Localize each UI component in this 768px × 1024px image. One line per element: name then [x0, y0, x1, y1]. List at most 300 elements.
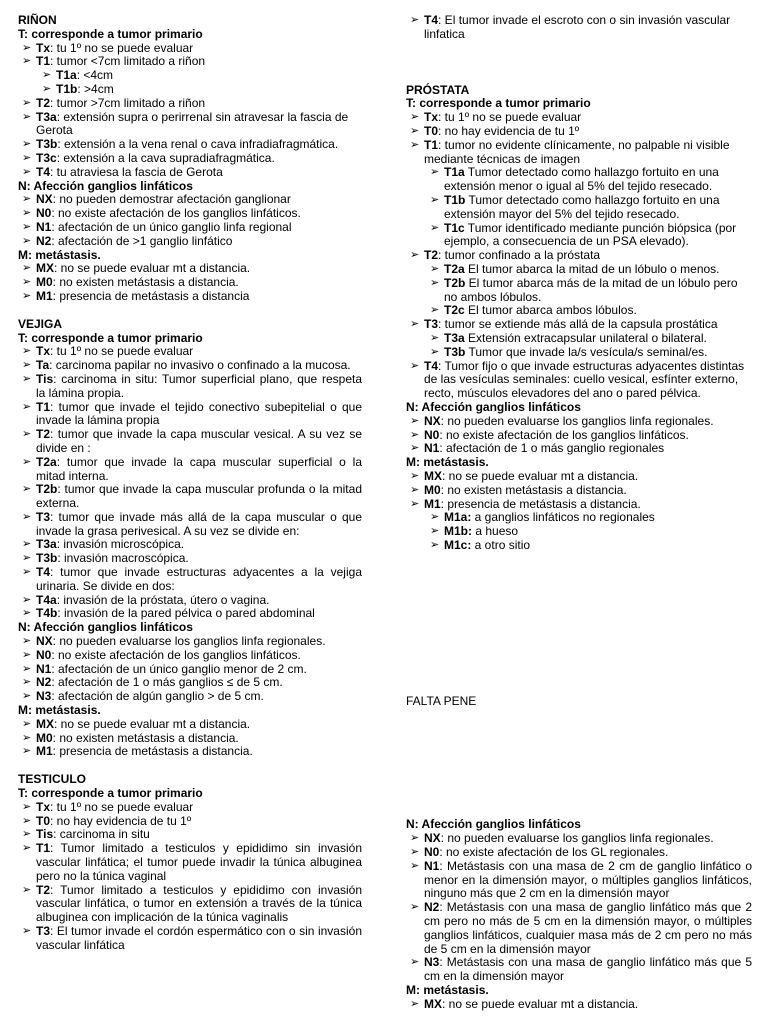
stage-description: Extensión extracapsular unilateral o bilateral. — [464, 330, 707, 345]
arrow-bullet-icon: ➢ — [22, 925, 32, 937]
arrow-bullet-icon: ➢ — [22, 428, 32, 441]
stage-code: T2c — [444, 303, 465, 318]
stage-description: : Metástasis con una masa de 2 cm de ganglio linfático o menor en la dimensión mayor, o múltiples ganglios linfáticos, ninguno más que 2 cm en la dimensión mayor — [424, 858, 752, 901]
list-item-t1 — [406, 139, 752, 167]
list-item-t1 — [18, 401, 362, 429]
stage-code: Tx — [36, 40, 51, 55]
category-heading: M: metástasis. — [18, 247, 101, 262]
list-item-n2 — [18, 235, 362, 249]
arrow-bullet-icon: ➢ — [22, 552, 32, 565]
list-item-mx — [406, 998, 752, 1012]
stage-description: : tumor <7cm limitado a riñon — [50, 54, 206, 69]
arrow-bullet-icon: ➢ — [22, 455, 32, 468]
stage-code: Tis — [36, 827, 54, 842]
arrow-bullet-icon: ➢ — [410, 124, 420, 137]
stage-description: : no existe afectación de los ganglios linfáticos. — [51, 206, 301, 221]
stage-description: : carcinoma in situ: Tumor superficial plano, que respeta la lámina propia. — [36, 371, 362, 400]
stage-code: M1b: — [444, 524, 472, 539]
stage-code: T2 — [36, 95, 51, 110]
arrow-bullet-icon: ➢ — [430, 345, 440, 358]
stage-description: : no se puede evaluar mt a distancia. — [442, 468, 639, 483]
stage-code: T1b — [444, 192, 466, 207]
arrow-bullet-icon: ➢ — [410, 469, 420, 482]
list-item-t4 — [18, 566, 362, 594]
stage-description: : tumor que invade el tejido conectivo subepitelial o que invade la lámina propia — [36, 399, 362, 428]
stage-code: T2 — [424, 248, 439, 263]
list-item-n1 — [18, 663, 362, 677]
arrow-bullet-icon: ➢ — [22, 648, 32, 661]
arrow-bullet-icon: ➢ — [22, 41, 32, 54]
stage-code: T4 — [424, 13, 439, 27]
stage-code: MX — [36, 716, 54, 731]
stage-code: M1 — [36, 744, 53, 759]
blank-space — [406, 708, 752, 818]
stage-code: T1 — [36, 54, 51, 69]
arrow-bullet-icon: ➢ — [22, 359, 32, 372]
stage-description: : <4cm — [76, 68, 114, 83]
list-item-m0 — [18, 276, 362, 290]
arrow-bullet-icon: ➢ — [430, 276, 440, 289]
list-item-t2 — [18, 428, 362, 456]
sub-list-item-t3a — [426, 332, 752, 346]
stage-description: : afectación de un único ganglio linfa regional — [51, 219, 292, 234]
stage-code: T3b — [36, 137, 58, 152]
section-gap — [18, 759, 362, 773]
stage-description: El tumor abarca más de la mitad de un lóbulo pero no ambos lóbulos. — [444, 275, 738, 304]
stage-description: : tumor que invade la capa muscular profunda o la mitad externa. — [36, 482, 362, 511]
list-item-tx — [18, 801, 362, 815]
sub-list-item-m1a — [426, 511, 752, 525]
arrow-bullet-icon: ➢ — [22, 483, 32, 496]
stage-description: : tu 1º no se puede evaluar — [50, 344, 194, 359]
arrow-bullet-icon: ➢ — [410, 359, 420, 372]
stage-code: T3c — [36, 150, 57, 165]
stage-description: El tumor abarca ambos lóbulos. — [464, 303, 637, 318]
list-item-m0 — [406, 484, 752, 498]
stage-code: M1 — [36, 288, 53, 303]
list-item-tis — [18, 373, 362, 401]
list-item-tx — [18, 345, 362, 359]
stage-code: N2 — [36, 233, 52, 248]
arrow-bullet-icon: ➢ — [22, 372, 32, 385]
note-text: FALTA PENE — [406, 693, 477, 708]
stage-description: : no se puede evaluar mt a distancia. — [442, 996, 639, 1011]
arrow-bullet-icon: ➢ — [22, 842, 32, 855]
arrow-bullet-icon: ➢ — [22, 110, 32, 123]
list-item-t4b — [18, 607, 362, 621]
stage-code: Ta — [36, 358, 50, 373]
arrow-bullet-icon: ➢ — [22, 731, 32, 744]
arrow-bullet-icon: ➢ — [410, 138, 420, 151]
stage-code: M0 — [424, 482, 441, 497]
stage-description: : afectación de un único ganglio menor de 2 cm. — [51, 661, 307, 676]
arrow-bullet-icon: ➢ — [410, 442, 420, 455]
category-heading: N: Afección ganglios linfáticos — [18, 620, 193, 635]
stage-code: T3 — [424, 317, 439, 332]
arrow-bullet-icon: ➢ — [430, 166, 440, 179]
list-item-nx — [18, 193, 362, 207]
list-item-nx — [406, 415, 752, 429]
category-heading: M: metástasis. — [406, 455, 489, 470]
arrow-bullet-icon: ➢ — [22, 690, 32, 703]
list-item-t1 — [18, 55, 362, 69]
right-column — [406, 14, 752, 1012]
list-item-t3a — [18, 111, 362, 139]
stage-description: : afectación de 1 o más ganglio regionales — [439, 441, 665, 456]
stage-code: T0 — [36, 813, 51, 828]
stage-code: N1 — [36, 661, 52, 676]
category-heading: T: corresponde a tumor primario — [406, 96, 591, 111]
stage-code: T2a — [36, 454, 57, 469]
stage-description: : tumor confinado a la próstata — [438, 248, 601, 263]
stage-description: : no se puede evaluar mt a distancia. — [54, 261, 251, 276]
stage-description: a hueso — [472, 524, 519, 539]
arrow-bullet-icon: ➢ — [22, 662, 32, 675]
list-item-t4 — [18, 166, 362, 180]
list-item-m1 — [406, 498, 752, 512]
arrow-bullet-icon: ➢ — [430, 262, 440, 275]
sub-list-item-t1c — [426, 222, 752, 250]
list-item-t3 — [406, 318, 752, 332]
stage-code: N1 — [424, 858, 440, 873]
list-item-n2 — [18, 676, 362, 690]
arrow-bullet-icon: ➢ — [22, 400, 32, 413]
section-title-pr-stata: PRÓSTATA — [406, 82, 470, 97]
stage-description: : invasión macroscópica. — [57, 551, 189, 566]
stage-description: : presencia de metástasis a distancia — [52, 288, 250, 303]
stage-code: T4b — [36, 606, 58, 621]
arrow-bullet-icon: ➢ — [430, 511, 440, 524]
stage-code: T1 — [36, 841, 51, 856]
list-item-t1 — [18, 842, 362, 883]
stage-description: : Tumor limitado a testiculos y epididimo sin invasión vascular linfática; el tumor puede invadir la túnica albuginea pero no la túnica vaginal — [36, 841, 362, 883]
stage-code: T4 — [36, 164, 51, 179]
sub-list-item-t1a — [38, 69, 362, 83]
stage-description: : El tumor invade el escroto con o sin invasión vascular linfatica — [424, 13, 731, 41]
arrow-bullet-icon: ➢ — [22, 276, 32, 289]
stage-description: : invasión microscópica. — [56, 537, 185, 552]
stage-description: : extensión a la vena renal o cava infradiafragmática. — [57, 137, 339, 152]
category-heading: N: Afección ganglios linfáticos — [406, 399, 581, 414]
list-item-mx — [18, 718, 362, 732]
stage-code: N0 — [424, 427, 440, 442]
arrow-bullet-icon: ➢ — [22, 193, 32, 206]
list-item-n1 — [406, 860, 752, 901]
arrow-bullet-icon: ➢ — [22, 55, 32, 68]
stage-code: T1b — [56, 81, 78, 96]
arrow-bullet-icon: ➢ — [410, 428, 420, 441]
arrow-bullet-icon: ➢ — [22, 138, 32, 151]
arrow-bullet-icon: ➢ — [410, 997, 420, 1010]
list-item-mx — [406, 470, 752, 484]
stage-code: T2 — [36, 427, 51, 442]
list-item-n0 — [18, 207, 362, 221]
arrow-bullet-icon: ➢ — [430, 221, 440, 234]
stage-description: El tumor abarca la mitad de un lóbulo o menos. — [464, 261, 720, 276]
arrow-bullet-icon: ➢ — [22, 800, 32, 813]
stage-code: N2 — [424, 900, 440, 915]
list-item-t0 — [406, 125, 752, 139]
arrow-bullet-icon: ➢ — [22, 207, 32, 220]
list-item-t2 — [18, 97, 362, 111]
list-item-t2b — [18, 483, 362, 511]
stage-code: T1c — [444, 220, 465, 235]
arrow-bullet-icon: ➢ — [430, 331, 440, 344]
stage-code: N0 — [424, 845, 440, 860]
stage-description: : invasión de la pared pélvica o pared abdominal — [57, 606, 315, 621]
list-item-t3 — [18, 925, 362, 953]
list-item-t3b — [18, 552, 362, 566]
stage-code: N1 — [424, 441, 440, 456]
stage-code: Tx — [36, 799, 51, 814]
sub-list-item-t1b — [426, 194, 752, 222]
stage-description: : tu 1º no se puede evaluar — [50, 40, 194, 55]
category-heading: T: corresponde a tumor primario — [18, 330, 203, 345]
arrow-bullet-icon: ➢ — [22, 96, 32, 109]
section-gap — [18, 304, 362, 318]
stage-description: : no hay evidencia de tu 1º — [50, 813, 192, 828]
list-item-t4 — [406, 14, 752, 42]
stage-code: N2 — [36, 675, 52, 690]
arrow-bullet-icon: ➢ — [22, 828, 32, 841]
stage-code: T4a — [36, 592, 57, 607]
list-item-mx — [18, 262, 362, 276]
list-item-t3b — [18, 138, 362, 152]
arrow-bullet-icon: ➢ — [22, 814, 32, 827]
arrow-bullet-icon: ➢ — [410, 249, 420, 262]
arrow-bullet-icon: ➢ — [22, 234, 32, 247]
arrow-bullet-icon: ➢ — [22, 165, 32, 178]
stage-description: : no se puede evaluar mt a distancia. — [54, 716, 251, 731]
sub-list-item-t2a — [426, 263, 752, 277]
arrow-bullet-icon: ➢ — [410, 318, 420, 331]
list-item-nx — [18, 635, 362, 649]
stage-description: Tumor detectado como hallazgo fortuito en una extensión mayor del 5% del tejido resecado. — [444, 192, 720, 221]
stage-code: Tx — [424, 110, 439, 125]
sub-list-item-t1a — [426, 166, 752, 194]
arrow-bullet-icon: ➢ — [410, 497, 420, 510]
arrow-bullet-icon: ➢ — [22, 717, 32, 730]
stage-description: : Tumor limitado a testiculos y epididimo con invasión vascular linfática, o tumor en extensión a través de la túnica albuginea con implicación de la túnica vaginalis — [36, 882, 362, 925]
arrow-bullet-icon: ➢ — [410, 483, 420, 496]
stage-description: : afectación de >1 ganglio linfático — [51, 233, 233, 248]
stage-code: T3a — [36, 537, 57, 552]
arrow-bullet-icon: ➢ — [22, 883, 32, 896]
stage-code: MX — [424, 996, 442, 1011]
stage-code: T2b — [36, 482, 58, 497]
arrow-bullet-icon: ➢ — [22, 593, 32, 606]
stage-description: : no existe afectación de los ganglios linfáticos. — [51, 647, 301, 662]
stage-description: : no existen metástasis a distancia. — [440, 482, 627, 497]
stage-description: : tu 1º no se puede evaluar — [50, 799, 194, 814]
sub-list-item-t1b — [38, 83, 362, 97]
stage-description: : afectación de 1 o más ganglios ≤ de 5 cm. — [51, 675, 283, 690]
list-item-m1 — [18, 745, 362, 759]
stage-description: : tumor no evidente clínicamente, no palpable ni visible mediante técnicas de imagen — [424, 137, 730, 166]
stage-code: NX — [36, 634, 53, 649]
stage-code: M1a: — [444, 510, 472, 525]
stage-code: T2 — [36, 882, 51, 897]
list-item-ta — [18, 359, 362, 373]
stage-description: : extensión a la cava supradiafragmática. — [56, 150, 275, 165]
stage-description: : extensión supra o perirrenal sin atravesar la fascia de Gerota — [36, 109, 349, 138]
stage-description: : tumor >7cm limitado a riñon — [50, 95, 206, 110]
stage-description: : tumor que invade estructuras adyacentes a la vejiga urinaria. Se divide en dos: — [36, 565, 362, 593]
arrow-bullet-icon: ➢ — [410, 414, 420, 427]
stage-code: N0 — [36, 206, 52, 221]
arrow-bullet-icon: ➢ — [410, 14, 420, 26]
arrow-bullet-icon: ➢ — [410, 111, 420, 124]
stage-description: : Metástasis con una masa de ganglio linfático más que 2 cm pero no más de 5 cm en la dimensión mayor, o múltiples ganglios linfáticos, cualquier masa más de 2 cm pero no más de 5 cm en la dimensión mayor — [424, 900, 752, 956]
arrow-bullet-icon: ➢ — [22, 289, 32, 302]
stage-code: T2b — [444, 275, 466, 290]
stage-code: MX — [424, 468, 442, 483]
stage-code: T4 — [36, 565, 51, 580]
arrow-bullet-icon: ➢ — [22, 510, 32, 523]
stage-code: T3b — [36, 551, 58, 566]
stage-code: T2a — [444, 261, 465, 276]
stage-description: : no hay evidencia de tu 1º — [438, 123, 580, 138]
list-item-n0 — [406, 429, 752, 443]
stage-code: T1a — [56, 68, 77, 83]
arrow-bullet-icon: ➢ — [22, 566, 32, 579]
arrow-bullet-icon: ➢ — [42, 69, 52, 82]
category-heading: T: corresponde a tumor primario — [18, 26, 203, 41]
arrow-bullet-icon: ➢ — [22, 538, 32, 551]
list-item-n0 — [18, 649, 362, 663]
blank-space — [406, 553, 752, 695]
stage-code: N3 — [36, 689, 52, 704]
category-heading: N: Afección ganglios linfáticos — [406, 817, 581, 832]
stage-description: : invasión de la próstata, útero o vagina. — [56, 592, 270, 607]
arrow-bullet-icon: ➢ — [430, 304, 440, 317]
list-item-t2 — [406, 249, 752, 263]
left-column — [18, 14, 362, 953]
stage-description: : tu atraviesa la fascia de Gerota — [50, 164, 223, 179]
list-item-t4 — [406, 360, 752, 401]
stage-code: N3 — [424, 955, 440, 970]
stage-description: : afectación de algún ganglio > de 5 cm. — [51, 689, 264, 704]
list-item-t0 — [18, 815, 362, 829]
stage-code: M0 — [36, 275, 53, 290]
sub-list-item-m1b — [426, 525, 752, 539]
stage-description: : no pueden evaluarse los ganglios linfa regionales. — [440, 831, 714, 846]
stage-code: M1 — [424, 496, 441, 511]
stage-description: a ganglios linfáticos no regionales — [471, 510, 655, 525]
stage-code: NX — [424, 413, 441, 428]
arrow-bullet-icon: ➢ — [430, 525, 440, 538]
arrow-bullet-icon: ➢ — [22, 635, 32, 648]
stage-description: : carcinoma in situ — [53, 827, 150, 842]
arrow-bullet-icon: ➢ — [410, 832, 420, 845]
stage-description: : presencia de metástasis a distancia. — [440, 496, 641, 511]
arrow-bullet-icon: ➢ — [22, 345, 32, 358]
stage-description: : tumor que invade la capa muscular superficial o la mitad interna. — [36, 454, 362, 483]
list-item-t3c — [18, 152, 362, 166]
stage-code: NX — [424, 831, 441, 846]
arrow-bullet-icon: ➢ — [410, 846, 420, 859]
stage-description: : no existen metástasis a distancia. — [52, 275, 239, 290]
list-item-n1 — [18, 221, 362, 235]
stage-code: T3a — [36, 109, 57, 124]
stage-description: : no existen metástasis a distancia. — [52, 730, 239, 745]
stage-description: Tumor detectado como hallazgo fortuito en una extensión menor o igual al 5% del tejido resecado. — [444, 165, 719, 194]
stage-description: : tumor que invade más allá de la capa muscular o que invade la grasa perivesical. A su vez se divide en: — [36, 509, 362, 538]
list-item-n2 — [406, 901, 752, 956]
arrow-bullet-icon: ➢ — [22, 676, 32, 689]
list-item-t4a — [18, 594, 362, 608]
stage-description: : tumor se extiende más allá de la capsula prostática — [438, 317, 718, 332]
arrow-bullet-icon: ➢ — [22, 262, 32, 275]
arrow-bullet-icon: ➢ — [410, 956, 420, 969]
stage-description: : tu 1º no se puede evaluar — [438, 110, 582, 125]
category-heading: M: metástasis. — [406, 983, 489, 998]
arrow-bullet-icon: ➢ — [430, 538, 440, 551]
arrow-bullet-icon: ➢ — [22, 151, 32, 164]
stage-code: T3a — [444, 330, 465, 345]
list-item-n0 — [406, 846, 752, 860]
list-item-t3a — [18, 538, 362, 552]
stage-code: M1c: — [444, 537, 472, 552]
sub-list-item-t2c — [426, 304, 752, 318]
stage-description: : presencia de metástasis a distancia. — [52, 744, 253, 759]
list-item-tx — [18, 42, 362, 56]
stage-code: T3b — [444, 344, 466, 359]
category-heading: M: metástasis. — [18, 703, 101, 718]
sub-list-item-m1c — [426, 539, 752, 553]
sub-list-item-t3b — [426, 346, 752, 360]
stage-description: : tumor que invade la capa muscular vesical. A su vez se divide en : — [36, 427, 362, 455]
stage-description: : no pueden evaluarse los ganglios linfa regionales. — [440, 413, 714, 428]
sub-list-item-t2b — [426, 277, 752, 305]
list-item-tx — [406, 111, 752, 125]
arrow-bullet-icon: ➢ — [22, 745, 32, 758]
category-heading: T: corresponde a tumor primario — [18, 786, 203, 801]
list-item-n3 — [406, 956, 752, 984]
stage-code: T3 — [36, 924, 51, 938]
list-item-m1 — [18, 290, 362, 304]
stage-code: Tis — [36, 371, 54, 386]
list-item-nx — [406, 832, 752, 846]
stage-description: : Tumor fijo o que invade estructuras adyacentes distintas de las vesículas seminales: cuello vesical, esfínter externo, recto, músculos elevadores del ano o pared pélvica. — [424, 358, 745, 401]
list-item-m0 — [18, 732, 362, 746]
stage-code: T0 — [424, 123, 439, 138]
section-title-ri-on: RIÑON — [18, 13, 57, 27]
section-title-vejiga: VEJIGA — [18, 316, 63, 331]
stage-code: T1a — [444, 165, 465, 180]
stage-code: M0 — [36, 730, 53, 745]
stage-description: : >4cm — [77, 81, 114, 96]
stage-description: : no pueden demostrar afectación ganglionar — [52, 192, 291, 207]
section-title-testiculo: TESTICULO — [18, 772, 86, 787]
stage-code: T4 — [424, 358, 439, 373]
stage-code: N1 — [36, 219, 52, 234]
stage-code: N0 — [36, 647, 52, 662]
arrow-bullet-icon: ➢ — [42, 82, 52, 95]
arrow-bullet-icon: ➢ — [22, 220, 32, 233]
stage-code: T3 — [36, 509, 51, 524]
list-item-t3 — [18, 511, 362, 539]
stage-description: : carcinoma papilar no invasivo o confinado a la mucosa. — [49, 358, 351, 373]
stage-description: Tumor identificado mediante punción biópsica (por ejemplo, a consecuencia de un PSA elevado). — [444, 220, 737, 249]
list-item-t2 — [18, 884, 362, 925]
list-item-n3 — [18, 690, 362, 704]
arrow-bullet-icon: ➢ — [410, 859, 420, 872]
stage-description: Tumor que invade la/s vesícula/s seminal/es. — [465, 344, 708, 359]
stage-description: : El tumor invade el cordón espermático con o sin invasión vascular linfática — [36, 924, 362, 952]
stage-description: : no pueden evaluarse los ganglios linfa regionales. — [52, 634, 326, 649]
list-item-t2a — [18, 456, 362, 484]
